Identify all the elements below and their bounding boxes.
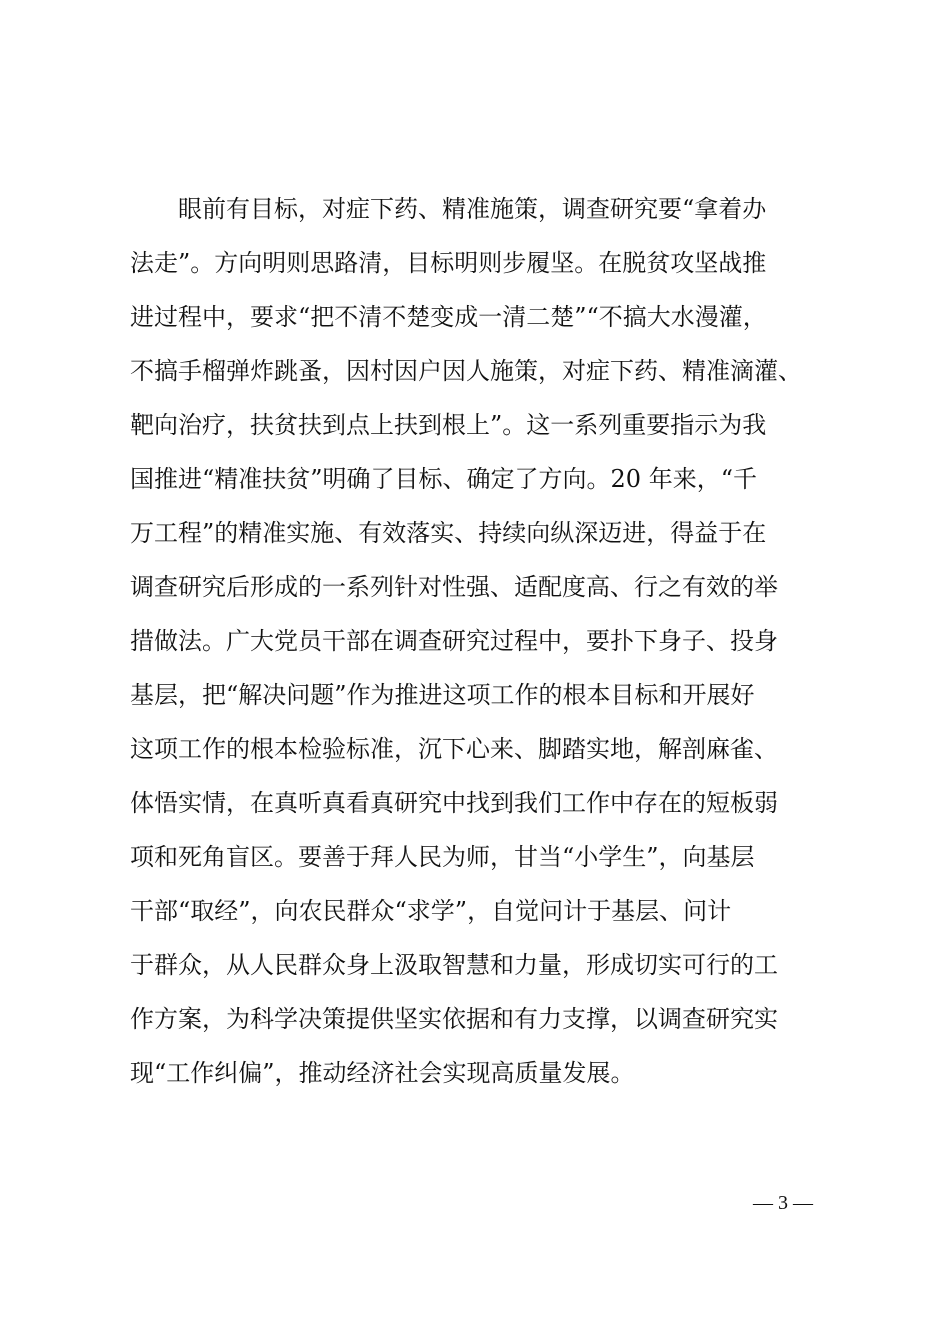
body-paragraph — [130, 182, 830, 1100]
paragraph-line: 措做法。广大党员干部在调查研究过程中，要扑下身子、投身 — [130, 627, 778, 655]
paragraph-line: 干部“取经”，向农民群众“求学”，自觉问计于基层、问计 — [130, 897, 732, 925]
paragraph-line: 体悟实情，在真听真看真研究中找到我们工作中存在的短板弱 — [130, 789, 778, 817]
paragraph-line: 不搞手榴弹炸跳蚤，因村因户因人施策，对症下药、精准滴灌、 — [130, 357, 802, 385]
paragraph-line: 国推进“精准扶贫”明确了目标、确定了方向。20 年来，“千 — [130, 465, 757, 493]
page-number: — 3 — — [753, 1192, 813, 1214]
paragraph-line: 眼前有目标，对症下药、精准施策，调查研究要“拿着办 — [178, 195, 767, 223]
paragraph-line: 万工程”的精准实施、有效落实、持续向纵深迈进，得益于在 — [130, 519, 767, 547]
paragraph-line: 于群众，从人民群众身上汲取智慧和力量，形成切实可行的工 — [130, 951, 778, 979]
paragraph-line: 靶向治疗，扶贫扶到点上扶到根上”。这一系列重要指示为我 — [130, 411, 767, 439]
paragraph-line: 调查研究后形成的一系列针对性强、适配度高、行之有效的举 — [130, 573, 778, 601]
paragraph-line: 法走”。方向明则思路清，目标明则步履坚。在脱贫攻坚战推 — [130, 249, 767, 277]
paragraph-line: 项和死角盲区。要善于拜人民为师，甘当“小学生”，向基层 — [130, 843, 755, 871]
paragraph-line: 现“工作纠偏”，推动经济社会实现高质量发展。 — [130, 1059, 635, 1087]
paragraph-line: 作方案，为科学决策提供坚实依据和有力支撑，以调查研究实 — [130, 1005, 778, 1033]
paragraph-line: 这项工作的根本检验标准，沉下心来、脚踏实地，解剖麻雀、 — [130, 735, 778, 763]
paragraph-line: 基层，把“解决问题”作为推进这项工作的根本目标和开展好 — [130, 681, 755, 709]
paragraph-line: 进过程中，要求“把不清不楚变成一清二楚”“不搞大水漫灌， — [130, 303, 767, 331]
